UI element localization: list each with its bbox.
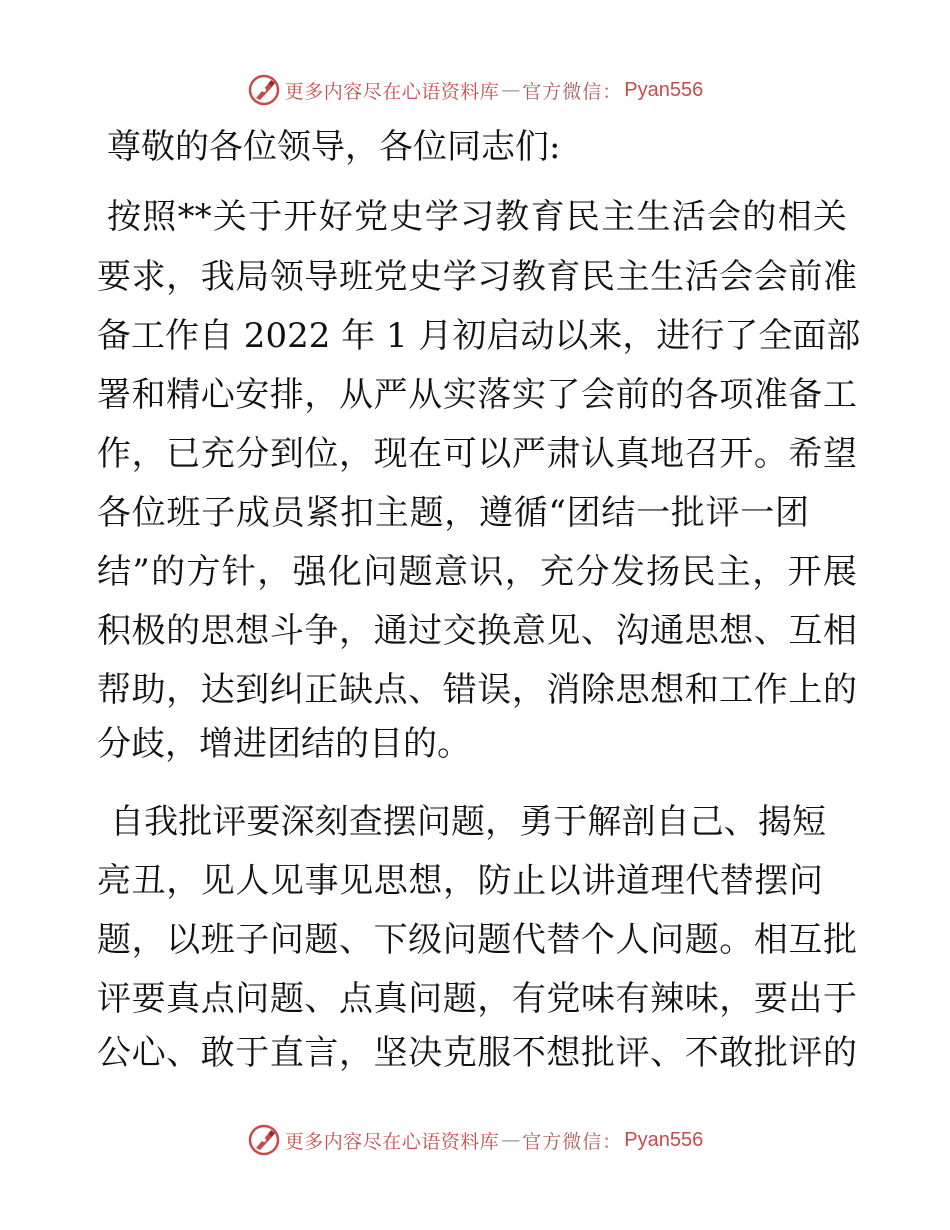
paragraph1-line: 积极的思想斗争，通过交换意见、沟通思想、互相 <box>97 611 857 651</box>
paragraph1-line: 按照**关于开好党史学习教育民主生活会的相关 <box>107 197 847 237</box>
pen-logo-icon <box>247 1123 281 1157</box>
pen-logo-icon <box>247 73 281 107</box>
paragraph1-line: 署和精心安排，从严从实落实了会前的各项准备工 <box>97 375 857 415</box>
watermark-id: Pyan556 <box>624 1128 704 1151</box>
paragraph2-line: 自我批评要深刻查摆问题，勇于解剖自己、揭短 <box>110 802 826 842</box>
paragraph2-line: 题，以班子问题、下级问题代替个人问题。相互批 <box>97 920 857 960</box>
paragraph1-line: 要求，我局领导班党史学习教育民主生活会会前准 <box>97 257 857 297</box>
paragraph1-line: 分歧，增进团结的目的。 <box>97 724 471 764</box>
watermark-dash: — <box>501 79 521 101</box>
watermark-label: 官方微信： <box>522 1130 623 1153</box>
paragraph2-line: 公心、敢于直言，坚决克服不想批评、不敢批评的 <box>97 1033 857 1073</box>
paragraph2-line: 评要真点问题、点真问题，有党味有辣味，要出于 <box>97 979 857 1019</box>
paragraph1-line: 结”的方针，强化问题意识，充分发扬民主，开展 <box>97 552 857 592</box>
watermark-text: 更多内容尽在心语资料库 <box>284 80 500 103</box>
watermark-text: 更多内容尽在心语资料库 <box>284 1130 500 1153</box>
paragraph1-line: 各位班子成员紧扣主题，遵循“团结一批评一团 <box>97 493 809 533</box>
watermark-label: 官方微信： <box>522 80 623 103</box>
watermark-dash: — <box>501 1129 521 1151</box>
paragraph2-line: 亮丑，见人见事见思想，防止以讲道理代替摆问 <box>97 861 823 901</box>
paragraph1-line: 作，已充分到位，现在可以严肃认真地召开。希望 <box>97 434 857 474</box>
salutation: 尊敬的各位领导，各位同志们: <box>107 127 561 167</box>
watermark-id: Pyan556 <box>624 78 704 101</box>
paragraph1-line: 帮助，达到纠正缺点、错误，消除思想和工作上的 <box>97 670 857 710</box>
watermark-footer <box>0 1120 950 1160</box>
paragraph1-line: 备工作自 2022 年 1 月初启动以来，进行了全面部 <box>97 316 861 356</box>
watermark-header <box>0 70 950 110</box>
